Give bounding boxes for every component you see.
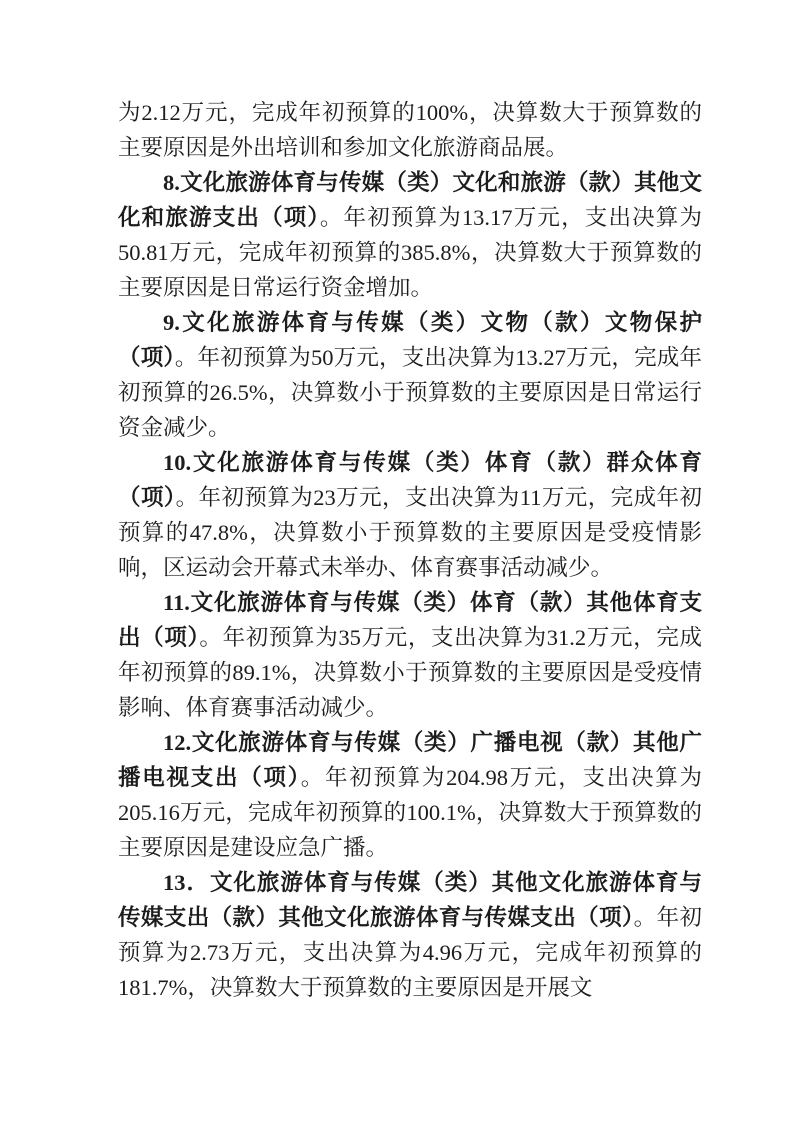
paragraph-item-13: [118, 865, 702, 1005]
item-heading: 12.文化旅游体育与传媒（类）广播电视（款）其他广播电视支出（项）: [118, 730, 702, 790]
text-segment: 。年初预算为50万元，支出决算为13.27万元，完成年初预算的26.5%，决算数小于预算数的主要原因是日常运行资金减少。: [118, 345, 702, 440]
paragraph-item-10: [118, 445, 702, 585]
text-segment: 。年初预算为23万元，支出决算为11万元，完成年初预算的47.8%，决算数小于预算数的主要原因是受疫情影响，区运动会开幕式未举办、体育赛事活动减少。: [118, 485, 702, 580]
paragraph-item-12: [118, 725, 702, 865]
paragraph-continuation: [118, 95, 702, 165]
item-heading: 9.文化旅游体育与传媒（类）文物（款）文物保护（项）: [118, 310, 702, 370]
text-segment: 。年初预算为204.98万元，支出决算为205.16万元，完成年初预算的100.1%，决算数大于预算数的主要原因是建设应急广播。: [118, 765, 702, 860]
item-heading: 11.文化旅游体育与传媒（类）体育（款）其他体育支出（项）: [118, 590, 702, 650]
item-heading: 13．文化旅游体育与传媒（类）其他文化旅游体育与传媒支出（款）其他文化旅游体育与传媒支出（项）: [118, 870, 702, 930]
document-body: [118, 95, 702, 1005]
text-segment: 。年初预算为35万元，支出决算为31.2万元，完成年初预算的89.1%，决算数小于预算数的主要原因是受疫情影响、体育赛事活动减少。: [118, 625, 702, 720]
text-segment: 。年初预算为2.73万元，支出决算为4.96万元，完成年初预算的181.7%，决算数大于预算数的主要原因是开展文: [118, 905, 702, 1000]
item-heading: 10.文化旅游体育与传媒（类）体育（款）群众体育（项）: [118, 450, 702, 510]
paragraph-item-8: [118, 165, 702, 305]
text-segment: 。年初预算为13.17万元，支出决算为50.81万元，完成年初预算的385.8%，决算数大于预算数的主要原因是日常运行资金增加。: [118, 205, 702, 300]
paragraph-item-9: [118, 305, 702, 445]
item-heading: 8.文化旅游体育与传媒（类）文化和旅游（款）其他文化和旅游支出（项）: [118, 170, 702, 230]
text-segment: 为2.12万元，完成年初预算的100%，决算数大于预算数的主要原因是外出培训和参加文化旅游商品展。: [118, 100, 702, 160]
paragraph-item-11: [118, 585, 702, 725]
